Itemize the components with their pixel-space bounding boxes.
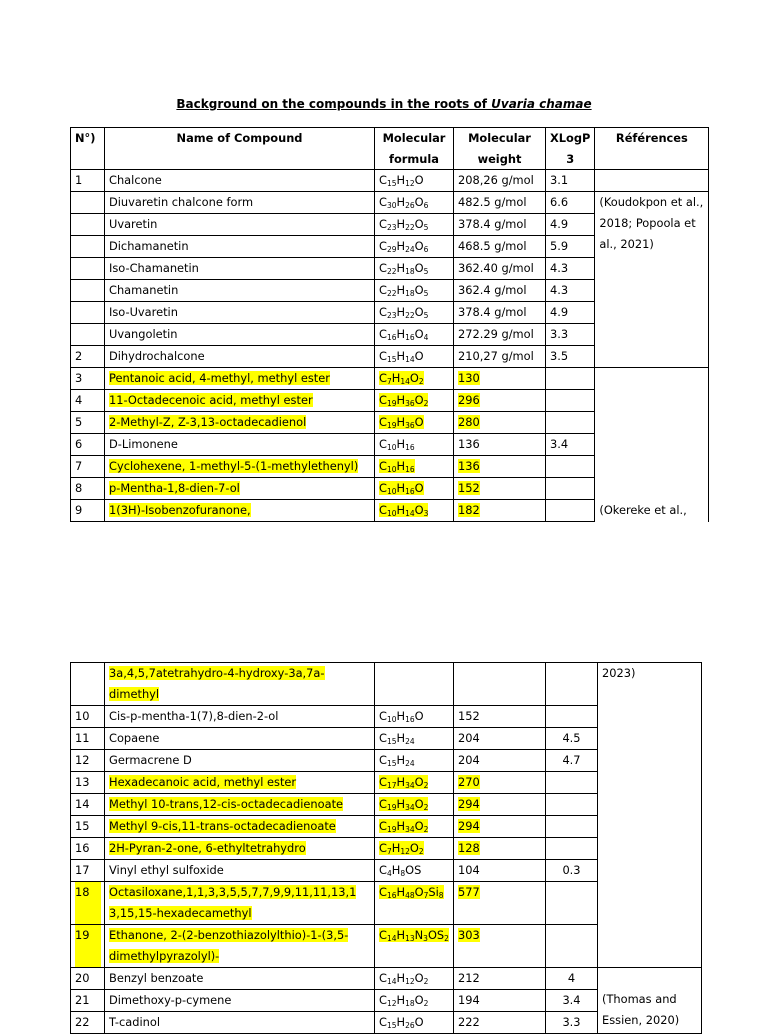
molecular-formula-text: $C_{12}H_{18}O_2$	[379, 993, 429, 1008]
molecular-weight-text: 362.40 g/mol	[458, 261, 534, 275]
compound-name	[105, 860, 375, 882]
xlogp-value: 3.5	[546, 346, 595, 368]
molecular-formula	[375, 794, 454, 816]
xlogp-value: 4	[546, 968, 598, 990]
compound-name	[105, 925, 375, 968]
compound-name	[105, 663, 375, 706]
reference-cell	[595, 368, 709, 500]
reference-cell: (Thomas and Essien, 2020)	[598, 968, 702, 1034]
table-row	[71, 968, 702, 990]
compound-number: 3	[71, 368, 105, 390]
molecular-weight-text: 280	[458, 415, 480, 429]
molecular-weight	[454, 434, 546, 456]
molecular-weight-text: 204	[458, 731, 480, 745]
molecular-formula	[375, 434, 454, 456]
molecular-formula	[375, 750, 454, 772]
molecular-formula-text: $C_{23}H_{22}O_5$	[379, 217, 429, 232]
compound-number: 20	[71, 968, 105, 990]
molecular-formula-text: $C_{10}H_{16}$	[379, 459, 415, 474]
compound-number	[71, 663, 105, 706]
compound-number: 8	[71, 478, 105, 500]
molecular-formula-text: $C_{23}H_{22}O_5$	[379, 305, 429, 320]
molecular-formula-text: $C_{22}H_{18}O_5$	[379, 283, 429, 298]
xlogp-value	[546, 706, 598, 728]
molecular-weight	[454, 860, 546, 882]
compound-name	[105, 772, 375, 794]
reference-cell: (Okereke et al.,	[595, 500, 709, 522]
molecular-weight	[454, 750, 546, 772]
compound-name-text: Methyl 9-cis,11-trans-octadecadienoate	[109, 819, 336, 833]
reference-cell: (Koudokpon et al., 2018; Popoola et al., 2021)	[595, 192, 709, 368]
molecular-weight	[454, 236, 546, 258]
xlogp-value: 0.3	[546, 860, 598, 882]
compound-number	[71, 280, 105, 302]
reference-cell	[595, 170, 709, 192]
molecular-weight-text: 204	[458, 753, 480, 767]
compound-number: 4	[71, 390, 105, 412]
molecular-formula	[375, 882, 454, 925]
molecular-formula-text: $C_{19}H_{34}O_2$	[379, 819, 429, 834]
molecular-formula	[375, 456, 454, 478]
molecular-formula	[375, 925, 454, 968]
table-body-1	[71, 170, 709, 522]
molecular-weight	[454, 728, 546, 750]
molecular-formula-text: $C_7H_{14}O_2$	[379, 371, 424, 386]
compound-number: 10	[71, 706, 105, 728]
molecular-formula-text: $C_{16}H_{48}O_7Si_8$	[379, 885, 444, 900]
compound-number: 11	[71, 728, 105, 750]
molecular-formula	[375, 390, 454, 412]
compound-name-text: 2-Methyl-Z, Z-3,13-octadecadienol	[109, 415, 307, 429]
molecular-formula-text: $C_{10}H_{16}$	[379, 437, 415, 452]
molecular-formula	[375, 968, 454, 990]
compound-name-text: Octasiloxane,1,1,3,3,5,5,7,7,9,9,11,11,13,1 3,15,15-hexadecamethyl	[109, 885, 357, 920]
molecular-formula-text: $C_{30}H_{26}O_6$	[379, 195, 429, 210]
compound-name-text: Chamanetin	[109, 283, 179, 297]
compound-name	[105, 434, 375, 456]
xlogp-value	[546, 390, 595, 412]
compound-number: 13	[71, 772, 105, 794]
molecular-weight	[454, 838, 546, 860]
molecular-weight-text: 294	[458, 797, 480, 811]
molecular-weight-text: 104	[458, 863, 480, 877]
compound-name	[105, 412, 375, 434]
xlogp-value: 3.4	[546, 990, 598, 1012]
molecular-formula-text: $C_{15}H_{24}$	[379, 731, 415, 746]
molecular-formula	[375, 192, 454, 214]
molecular-formula-text: $C_{19}H_{36}O$	[379, 415, 424, 430]
page-title	[0, 97, 768, 111]
compound-name	[105, 456, 375, 478]
compound-number: 18	[71, 882, 105, 925]
title-species: Uvaria chamae	[491, 97, 592, 111]
xlogp-value: 4.9	[546, 302, 595, 324]
molecular-weight-text: 212	[458, 971, 480, 985]
table-row	[71, 500, 709, 522]
compound-name-text: Dimethoxy-p-cymene	[109, 993, 232, 1007]
molecular-weight	[454, 663, 546, 706]
compound-name	[105, 816, 375, 838]
compound-name-text: Ethanone, 2-(2-benzothiazolylthio)-1-(3,5-dimethylpyrazolyl)-	[109, 928, 349, 963]
xlogp-value	[546, 663, 598, 706]
compound-number: 2	[71, 346, 105, 368]
xlogp-value	[546, 500, 595, 522]
molecular-weight-text: 303	[458, 928, 480, 942]
xlogp-value: 4.7	[546, 750, 598, 772]
xlogp-value	[546, 794, 598, 816]
molecular-weight	[454, 990, 546, 1012]
molecular-weight-text: 136	[458, 437, 480, 451]
compound-number: 21	[71, 990, 105, 1012]
compound-name-text: 1(3H)-Isobenzofuranone,	[109, 503, 251, 517]
molecular-formula-text: $C_7H_{12}O_2$	[379, 841, 424, 856]
compound-name-text: Cyclohexene, 1-methyl-5-(1-methylethenyl)	[109, 459, 359, 473]
xlogp-value	[546, 816, 598, 838]
xlogp-value	[546, 838, 598, 860]
molecular-weight	[454, 925, 546, 968]
molecular-weight	[454, 412, 546, 434]
compound-number: 16	[71, 838, 105, 860]
xlogp-value: 4.9	[546, 214, 595, 236]
xlogp-value	[546, 456, 595, 478]
compound-name	[105, 324, 375, 346]
xlogp-value: 6.6	[546, 192, 595, 214]
compound-name	[105, 794, 375, 816]
table-row	[71, 170, 709, 192]
compound-name	[105, 214, 375, 236]
molecular-weight-text: 270	[458, 775, 480, 789]
compound-name-text: Methyl 10-trans,12-cis-octadecadienoate	[109, 797, 344, 811]
molecular-formula-text: $C_{10}H_{14}O_3$	[379, 503, 429, 518]
molecular-weight	[454, 390, 546, 412]
molecular-formula	[375, 663, 454, 706]
compound-name-text: 11-Octadecenoic acid, methyl ester	[109, 393, 313, 407]
compound-number: 6	[71, 434, 105, 456]
compound-number	[71, 302, 105, 324]
compound-name	[105, 368, 375, 390]
compounds-table-part-2	[70, 662, 702, 1034]
table-header-row	[71, 128, 709, 170]
molecular-weight	[454, 192, 546, 214]
compound-name-text: Benzyl benzoate	[109, 971, 204, 985]
molecular-formula-text: $C_{15}H_{26}O$	[379, 1015, 424, 1030]
reference-cell: 2023)	[598, 663, 702, 968]
molecular-weight-text: 182	[458, 503, 480, 517]
molecular-formula	[375, 214, 454, 236]
header-name: Name of Compound	[105, 128, 375, 170]
molecular-weight-text: 152	[458, 709, 480, 723]
compound-name-text: Uvangoletin	[109, 327, 178, 341]
header-formula: Molecular formula	[375, 128, 454, 170]
molecular-formula	[375, 860, 454, 882]
molecular-formula	[375, 324, 454, 346]
compound-name-text: Iso-Uvaretin	[109, 305, 178, 319]
xlogp-value	[546, 478, 595, 500]
molecular-formula-text: $C_{15}H_{12}O$	[379, 173, 424, 188]
molecular-weight	[454, 214, 546, 236]
compound-name-text: p-Mentha-1,8-dien-7-ol	[109, 481, 240, 495]
molecular-weight-text: 577	[458, 885, 480, 899]
compound-name-text: Germacrene D	[109, 753, 192, 767]
xlogp-value	[546, 412, 595, 434]
compound-name	[105, 750, 375, 772]
xlogp-value: 3.1	[546, 170, 595, 192]
molecular-weight	[454, 772, 546, 794]
xlogp-value: 4.3	[546, 258, 595, 280]
molecular-weight-text: 136	[458, 459, 480, 473]
compound-number: 9	[71, 500, 105, 522]
compound-name-text: 3a,4,5,7atetrahydro-4-hydroxy-3a,7a-dimethyl	[109, 666, 325, 701]
compound-name	[105, 728, 375, 750]
molecular-formula	[375, 990, 454, 1012]
compound-name	[105, 882, 375, 925]
molecular-formula	[375, 500, 454, 522]
molecular-formula	[375, 302, 454, 324]
molecular-formula-text: $C_{29}H_{24}O_6$	[379, 239, 429, 254]
molecular-weight-text: 222	[458, 1015, 480, 1029]
molecular-weight-text: 482.5 g/mol	[458, 195, 527, 209]
header-xlogp: XLogP 3	[546, 128, 595, 170]
compound-name	[105, 258, 375, 280]
compound-name	[105, 170, 375, 192]
molecular-formula-text: $C_{16}H_{16}O_4$	[379, 327, 429, 342]
compound-name-text: D-Limonene	[109, 437, 178, 451]
compound-name-text: Uvaretin	[109, 217, 158, 231]
xlogp-value	[546, 368, 595, 390]
compound-number	[71, 214, 105, 236]
molecular-weight	[454, 324, 546, 346]
compound-name	[105, 990, 375, 1012]
molecular-formula-text: $C_{22}H_{18}O_5$	[379, 261, 429, 276]
compound-name-text: T-cadinol	[109, 1015, 161, 1029]
compound-number: 15	[71, 816, 105, 838]
molecular-weight-text: 296	[458, 393, 480, 407]
molecular-formula	[375, 236, 454, 258]
molecular-formula	[375, 280, 454, 302]
xlogp-value: 4.3	[546, 280, 595, 302]
compound-name-text: Cis-p-mentha-1(7),8-dien-2-ol	[109, 709, 279, 723]
compound-number: 7	[71, 456, 105, 478]
compound-number	[71, 324, 105, 346]
xlogp-value: 4.5	[546, 728, 598, 750]
compound-name-text: Vinyl ethyl sulfoxide	[109, 863, 224, 877]
molecular-weight-text: 378.4 g/mol	[458, 305, 527, 319]
molecular-weight-text: 208,26 g/mol	[458, 173, 534, 187]
xlogp-value: 3.3	[546, 1012, 598, 1034]
molecular-weight	[454, 1012, 546, 1034]
compound-name	[105, 236, 375, 258]
compound-name-text: Diuvaretin chalcone form	[109, 195, 254, 209]
compound-name	[105, 302, 375, 324]
compound-number: 1	[71, 170, 105, 192]
compound-name	[105, 390, 375, 412]
table-body-2	[71, 663, 702, 1034]
molecular-formula	[375, 838, 454, 860]
compound-name-text: Hexadecanoic acid, methyl ester	[109, 775, 297, 789]
compound-name	[105, 346, 375, 368]
molecular-formula	[375, 1012, 454, 1034]
compound-number: 19	[71, 925, 105, 968]
molecular-weight-text: 210,27 g/mol	[458, 349, 534, 363]
compound-number	[71, 236, 105, 258]
compound-name-text: Iso-Chamanetin	[109, 261, 199, 275]
molecular-weight-text: 194	[458, 993, 480, 1007]
molecular-weight-text: 362.4 g/mol	[458, 283, 527, 297]
compounds-table-part-1	[70, 127, 709, 522]
compound-number: 5	[71, 412, 105, 434]
molecular-weight	[454, 280, 546, 302]
molecular-weight	[454, 258, 546, 280]
xlogp-value: 3.3	[546, 324, 595, 346]
table-row	[71, 368, 709, 390]
compound-name	[105, 1012, 375, 1034]
molecular-weight-text: 128	[458, 841, 480, 855]
molecular-formula	[375, 346, 454, 368]
molecular-formula-text: $C_{19}H_{36}O_2$	[379, 393, 429, 408]
molecular-formula-text: $C_4H_8OS$	[379, 863, 422, 878]
molecular-formula	[375, 170, 454, 192]
table-row	[71, 663, 702, 706]
molecular-weight-text: 130	[458, 371, 480, 385]
header-weight: Molecular weight	[454, 128, 546, 170]
compound-name-text: Pentanoic acid, 4-methyl, methyl ester	[109, 371, 330, 385]
molecular-formula	[375, 772, 454, 794]
compound-name	[105, 838, 375, 860]
molecular-formula	[375, 706, 454, 728]
compound-name-text: Copaene	[109, 731, 160, 745]
compound-name-text: Chalcone	[109, 173, 162, 187]
molecular-weight-text: 468.5 g/mol	[458, 239, 527, 253]
molecular-formula	[375, 478, 454, 500]
molecular-weight	[454, 302, 546, 324]
header-no: N°)	[71, 128, 105, 170]
xlogp-value	[546, 772, 598, 794]
compound-name	[105, 280, 375, 302]
molecular-weight	[454, 478, 546, 500]
compound-name	[105, 192, 375, 214]
compound-number	[71, 258, 105, 280]
molecular-weight	[454, 346, 546, 368]
compound-name	[105, 500, 375, 522]
header-refs: Références	[595, 128, 709, 170]
molecular-formula-text: $C_{14}H_{13}N_3OS_2$	[379, 928, 449, 943]
molecular-formula	[375, 258, 454, 280]
molecular-formula	[375, 816, 454, 838]
molecular-formula-text: $C_{17}H_{34}O_2$	[379, 775, 429, 790]
molecular-formula-text: $C_{19}H_{34}O_2$	[379, 797, 429, 812]
molecular-weight-text: 378.4 g/mol	[458, 217, 527, 231]
molecular-weight	[454, 456, 546, 478]
xlogp-value	[546, 882, 598, 925]
molecular-weight-text: 294	[458, 819, 480, 833]
molecular-weight-text: 272.29 g/mol	[458, 327, 534, 341]
table-row	[71, 192, 709, 214]
molecular-formula	[375, 412, 454, 434]
molecular-weight	[454, 500, 546, 522]
molecular-weight	[454, 706, 546, 728]
xlogp-value	[546, 925, 598, 968]
title-prefix: Background on the compounds in the roots of	[176, 97, 492, 111]
xlogp-value: 3.4	[546, 434, 595, 456]
molecular-formula-text: $C_{14}H_{12}O_2$	[379, 971, 429, 986]
molecular-formula	[375, 728, 454, 750]
molecular-weight	[454, 882, 546, 925]
molecular-formula-text: $C_{10}H_{16}O$	[379, 709, 424, 724]
molecular-weight	[454, 816, 546, 838]
compound-number: 14	[71, 794, 105, 816]
xlogp-value: 5.9	[546, 236, 595, 258]
compound-name	[105, 706, 375, 728]
molecular-formula-text: $C_{15}H_{24}$	[379, 753, 415, 768]
compound-name	[105, 478, 375, 500]
compound-number: 17	[71, 860, 105, 882]
molecular-weight	[454, 794, 546, 816]
molecular-weight-text: 152	[458, 481, 480, 495]
compound-name	[105, 968, 375, 990]
compound-name-text: Dihydrochalcone	[109, 349, 205, 363]
compound-number	[71, 192, 105, 214]
compound-number: 12	[71, 750, 105, 772]
compound-number: 22	[71, 1012, 105, 1034]
molecular-weight	[454, 968, 546, 990]
molecular-weight	[454, 170, 546, 192]
molecular-weight	[454, 368, 546, 390]
molecular-formula-text: $C_{10}H_{16}O$	[379, 481, 424, 496]
compound-name-text: Dichamanetin	[109, 239, 189, 253]
molecular-formula	[375, 368, 454, 390]
molecular-formula-text: $C_{15}H_{14}O$	[379, 349, 424, 364]
compound-name-text: 2H-Pyran-2-one, 6-ethyltetrahydro	[109, 841, 306, 855]
